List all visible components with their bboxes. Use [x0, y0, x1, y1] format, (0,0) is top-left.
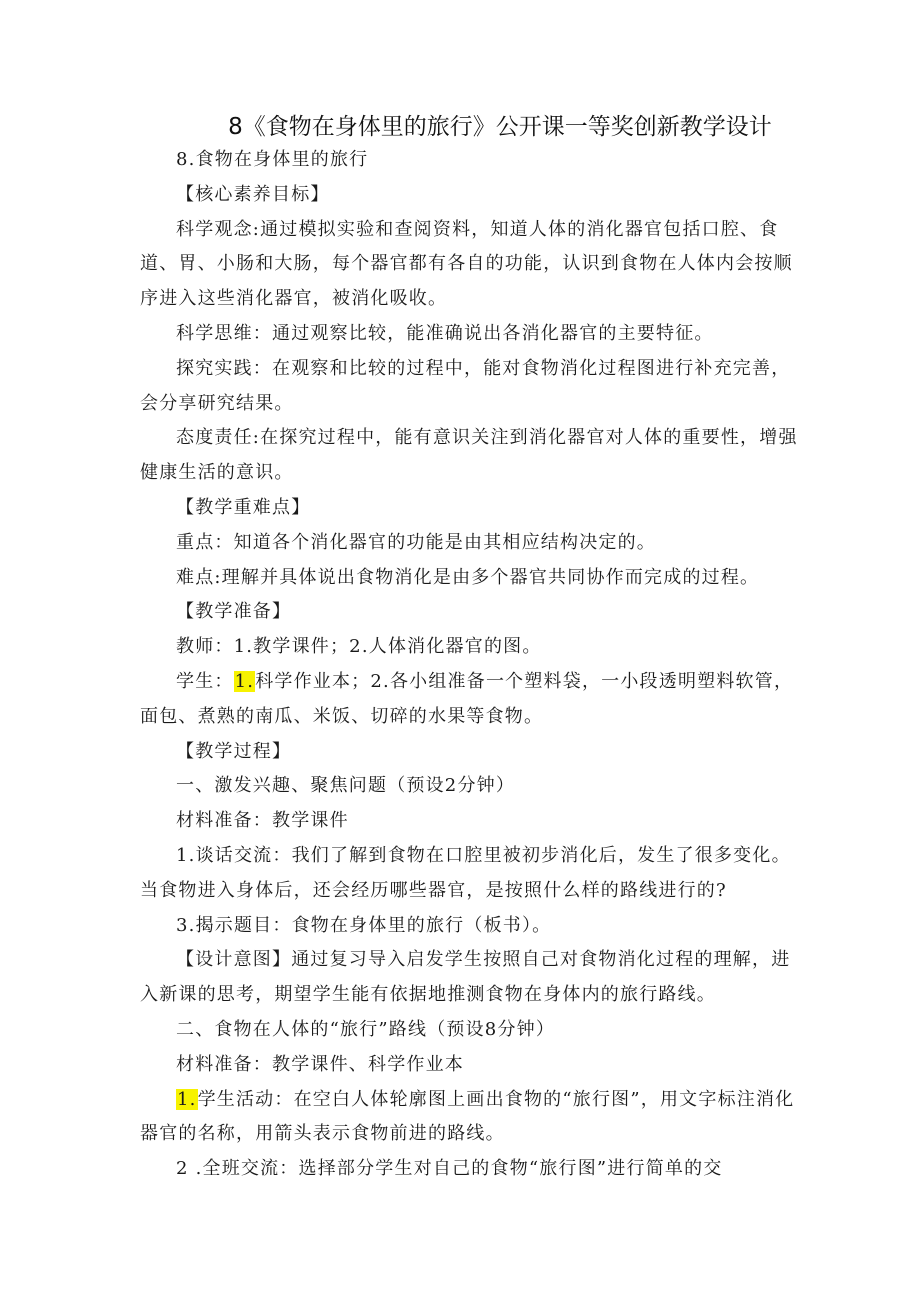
paragraph-class-exchange: 2 .全班交流：选择部分学生对自己的食物“旅行图”进行简单的交	[176, 1158, 723, 1180]
paragraph-reveal-topic: 3.揭示题目：食物在身体里的旅行（板书）。	[176, 914, 552, 936]
paragraph-discussion: 1.谈话交流：我们了解到食物在口腔里被初步消化后，发生了很多变化。当食物进入身体后，还会经历哪些器官，是按照什么样的路线进行的?	[140, 844, 791, 901]
paragraph-science-thinking: 科学思维：通过观察比较，能准确说出各消化器官的主要特征。	[176, 322, 714, 344]
paragraph-materials-one: 材料准备：教学课件	[176, 810, 349, 832]
highlight-mark: 1.	[234, 670, 255, 692]
student-prep-text: 科学作业本；2.各小组准备一个塑料袋，一小段透明塑料软管，面包、煮熟的南瓜、米饭、切碎的水果等食物。	[140, 670, 794, 727]
paragraph-design-intent: 【设计意图】通过复习导入启发学生按照自己对食物消化过程的理解，进入新课的思考，期望学生能有依据地推测食物在身体内的旅行路线。	[140, 949, 791, 1006]
paragraph-student-prep	[140, 665, 800, 735]
paragraph-key-point: 重点：知道各个消化器官的功能是由其相应结构决定的。	[176, 531, 656, 553]
paragraph-difficulty: 难点:理解并具体说出食物消化是由多个器官共同协作而完成的过程。	[176, 566, 760, 588]
section-heading-key-points: 【教学重难点】	[176, 496, 311, 518]
paragraph-attitude: 态度责任:在探究过程中，能有意识关注到消化器官对人体的重要性，增强健康生活的意识。	[140, 427, 798, 484]
paragraph-student-activity	[140, 1083, 800, 1153]
paragraph-teacher-prep: 教师：1.教学课件；2.人体消化器官的图。	[176, 636, 542, 658]
paragraph-part-two-title: 二、食物在人体的“旅行”路线（预设8分钟）	[176, 1018, 556, 1040]
highlight-mark: 1.	[177, 1088, 197, 1110]
document-body	[140, 143, 800, 1187]
document-title: 8《食物在身体里的旅行》公开课一等奖创新教学设计	[228, 114, 772, 140]
student-prep-label: 学生：	[176, 670, 234, 692]
paragraph-materials-two: 材料准备：教学课件、科学作业本	[176, 1053, 464, 1075]
section-heading-process: 【教学过程】	[176, 740, 292, 762]
section-heading-core-goals: 【核心素养目标】	[176, 183, 330, 205]
lesson-heading: 8.食物在身体里的旅行	[176, 149, 369, 170]
paragraph-inquiry-practice: 探究实践：在观察和比较的过程中，能对食物消化过程图进行补充完善，会分享研究结果。	[140, 357, 791, 414]
student-activity-text: 学生活动：在空白人体轮廓图上画出食物的“旅行图”，用文字标注消化器官的名称，用箭头表示食物前进的路线。	[140, 1088, 795, 1145]
section-heading-preparation: 【教学准备】	[176, 601, 292, 623]
paragraph-part-one-title: 一、激发兴趣、聚焦问题（预设2分钟）	[176, 775, 516, 797]
paragraph-science-concept: 科学观念:通过模拟实验和查阅资料，知道人体的消化器官包括口腔、食道、胃、小肠和大肠，每个器官都有各自的功能，认识到食物在人体内会按顺序进入这些消化器官，被消化吸收。	[140, 218, 793, 310]
